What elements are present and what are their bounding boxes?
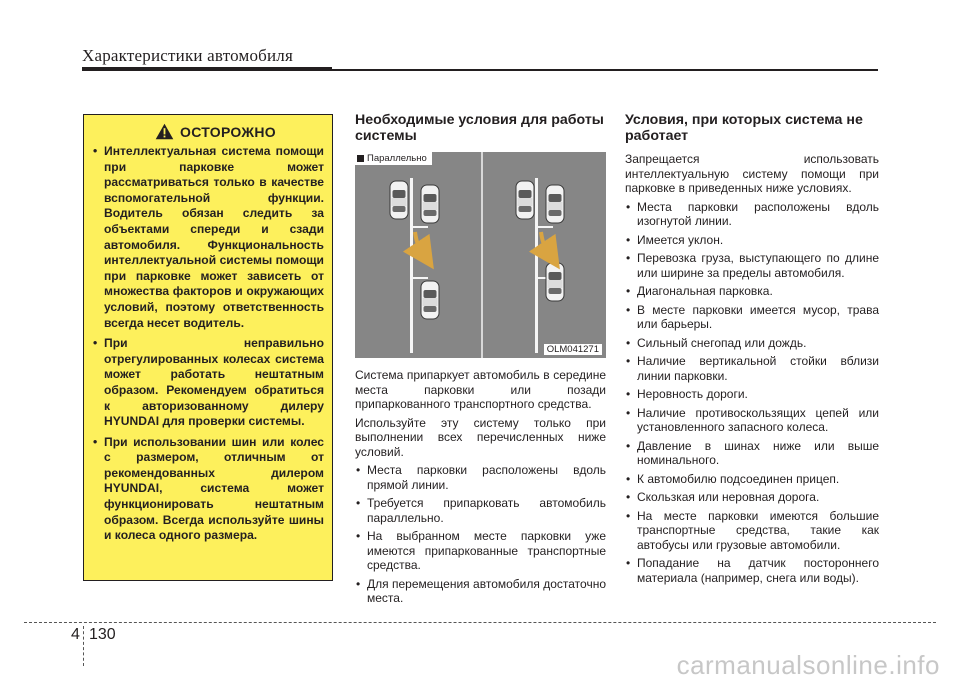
caution-header bbox=[107, 123, 324, 140]
paragraph: Запрещается использовать интеллектуальную систему помощи при парковке в приведенных ниже условиях. bbox=[625, 152, 879, 195]
chapter-number: 4 bbox=[71, 626, 80, 643]
caution-item: • Интеллектуальная система помощи при парковке может рассматриваться только в качестве вспомогательной функции. Водитель обязан следить за объектами спереди и сзади автомобиля. Функциональность интеллектуальной системы помощи при парковке может зависеть от множества факторов и окружающих условий, поэтому ответственность всегда несет водитель. bbox=[93, 144, 324, 331]
list-item: • Неровность дороги. bbox=[625, 387, 879, 402]
list-item: • К автомобилю подсоединен прицеп. bbox=[625, 472, 879, 487]
paragraph: Используйте эту систему только при выполнении всех перечисленных ниже условий. bbox=[355, 415, 606, 459]
list-item: • Требуется припарковать автомобиль параллельно. bbox=[355, 496, 606, 525]
restrictions-heading: Условия, при которых система не работает bbox=[625, 112, 863, 144]
list-item: • Диагональная парковка. bbox=[625, 284, 879, 299]
caution-box bbox=[83, 114, 333, 581]
conditions-heading: Необходимые условия для работы системы bbox=[355, 112, 604, 144]
caution-title: ОСТОРОЖНО bbox=[180, 123, 276, 140]
page-header-title: Характеристики автомобиля bbox=[82, 46, 293, 65]
footer-rule bbox=[24, 622, 936, 623]
list-item: • Давление в шинах ниже или выше номинального. bbox=[625, 439, 879, 468]
parking-diagram bbox=[355, 152, 606, 358]
figure-code: OLM041271 bbox=[544, 344, 602, 355]
restrictions-list bbox=[625, 200, 879, 586]
figure-label-text: Параллельно bbox=[367, 153, 427, 164]
list-item: • На выбранном месте парковки уже имеются припаркованные транспортные средства. bbox=[355, 529, 606, 573]
restrictions-column bbox=[625, 112, 879, 589]
list-item: • Места парковки расположены вдоль прямой линии. bbox=[355, 463, 606, 492]
conditions-column bbox=[355, 112, 606, 610]
page-number-divider bbox=[83, 626, 84, 666]
list-item: • Наличие вертикальной стойки вблизи линии парковки. bbox=[625, 354, 879, 383]
list-item: • Имеется уклон. bbox=[625, 233, 879, 248]
caution-item: • При неправильно отрегулированных колесах система может работать нештатным образом. Рекомендуем обратиться к авторизованному дилеру HYUNDAI для проверки системы. bbox=[93, 336, 324, 430]
warning-triangle-icon bbox=[155, 123, 174, 140]
header-rule bbox=[82, 67, 332, 71]
list-item: • Сильный снегопад или дождь. bbox=[625, 336, 879, 351]
caution-list bbox=[93, 144, 324, 544]
figure-label bbox=[355, 152, 432, 165]
square-bullet-icon bbox=[357, 155, 364, 162]
header-rule-thin bbox=[332, 69, 878, 71]
paragraph: Система припаркует автомобиль в середине места парковки или позади припаркованного транспортного средства. bbox=[355, 368, 606, 411]
list-item: • В месте парковки имеется мусор, трава или барьеры. bbox=[625, 303, 879, 332]
list-item: • Перевозка груза, выступающего по длине или ширине за пределы автомобиля. bbox=[625, 251, 879, 280]
watermark: carmanualsonline.info bbox=[676, 650, 940, 680]
list-item: • Наличие противоскользящих цепей или установленного запасного колеса. bbox=[625, 406, 879, 435]
parallel-parking-figure bbox=[355, 152, 606, 358]
page-number: 130 bbox=[89, 626, 116, 643]
list-item: • Места парковки расположены вдоль изогнутой линии. bbox=[625, 200, 879, 229]
list-item: • Для перемещения автомобиля достаточно места. bbox=[355, 577, 606, 606]
caution-item: • При использовании шин или колес с размером, отличным от рекомендованных дилером HYUNDAI, система может функционировать нештатным образом. Всегда используйте шины и колеса одного размера. bbox=[93, 435, 324, 544]
list-item: • На месте парковки имеются большие транспортные средства, такие как автобусы или грузовые автомобили. bbox=[625, 509, 879, 553]
conditions-list bbox=[355, 463, 606, 606]
list-item: • Скользкая или неровная дорога. bbox=[625, 490, 879, 505]
list-item: • Попадание на датчик постороннего материала (например, снега или воды). bbox=[625, 556, 879, 585]
